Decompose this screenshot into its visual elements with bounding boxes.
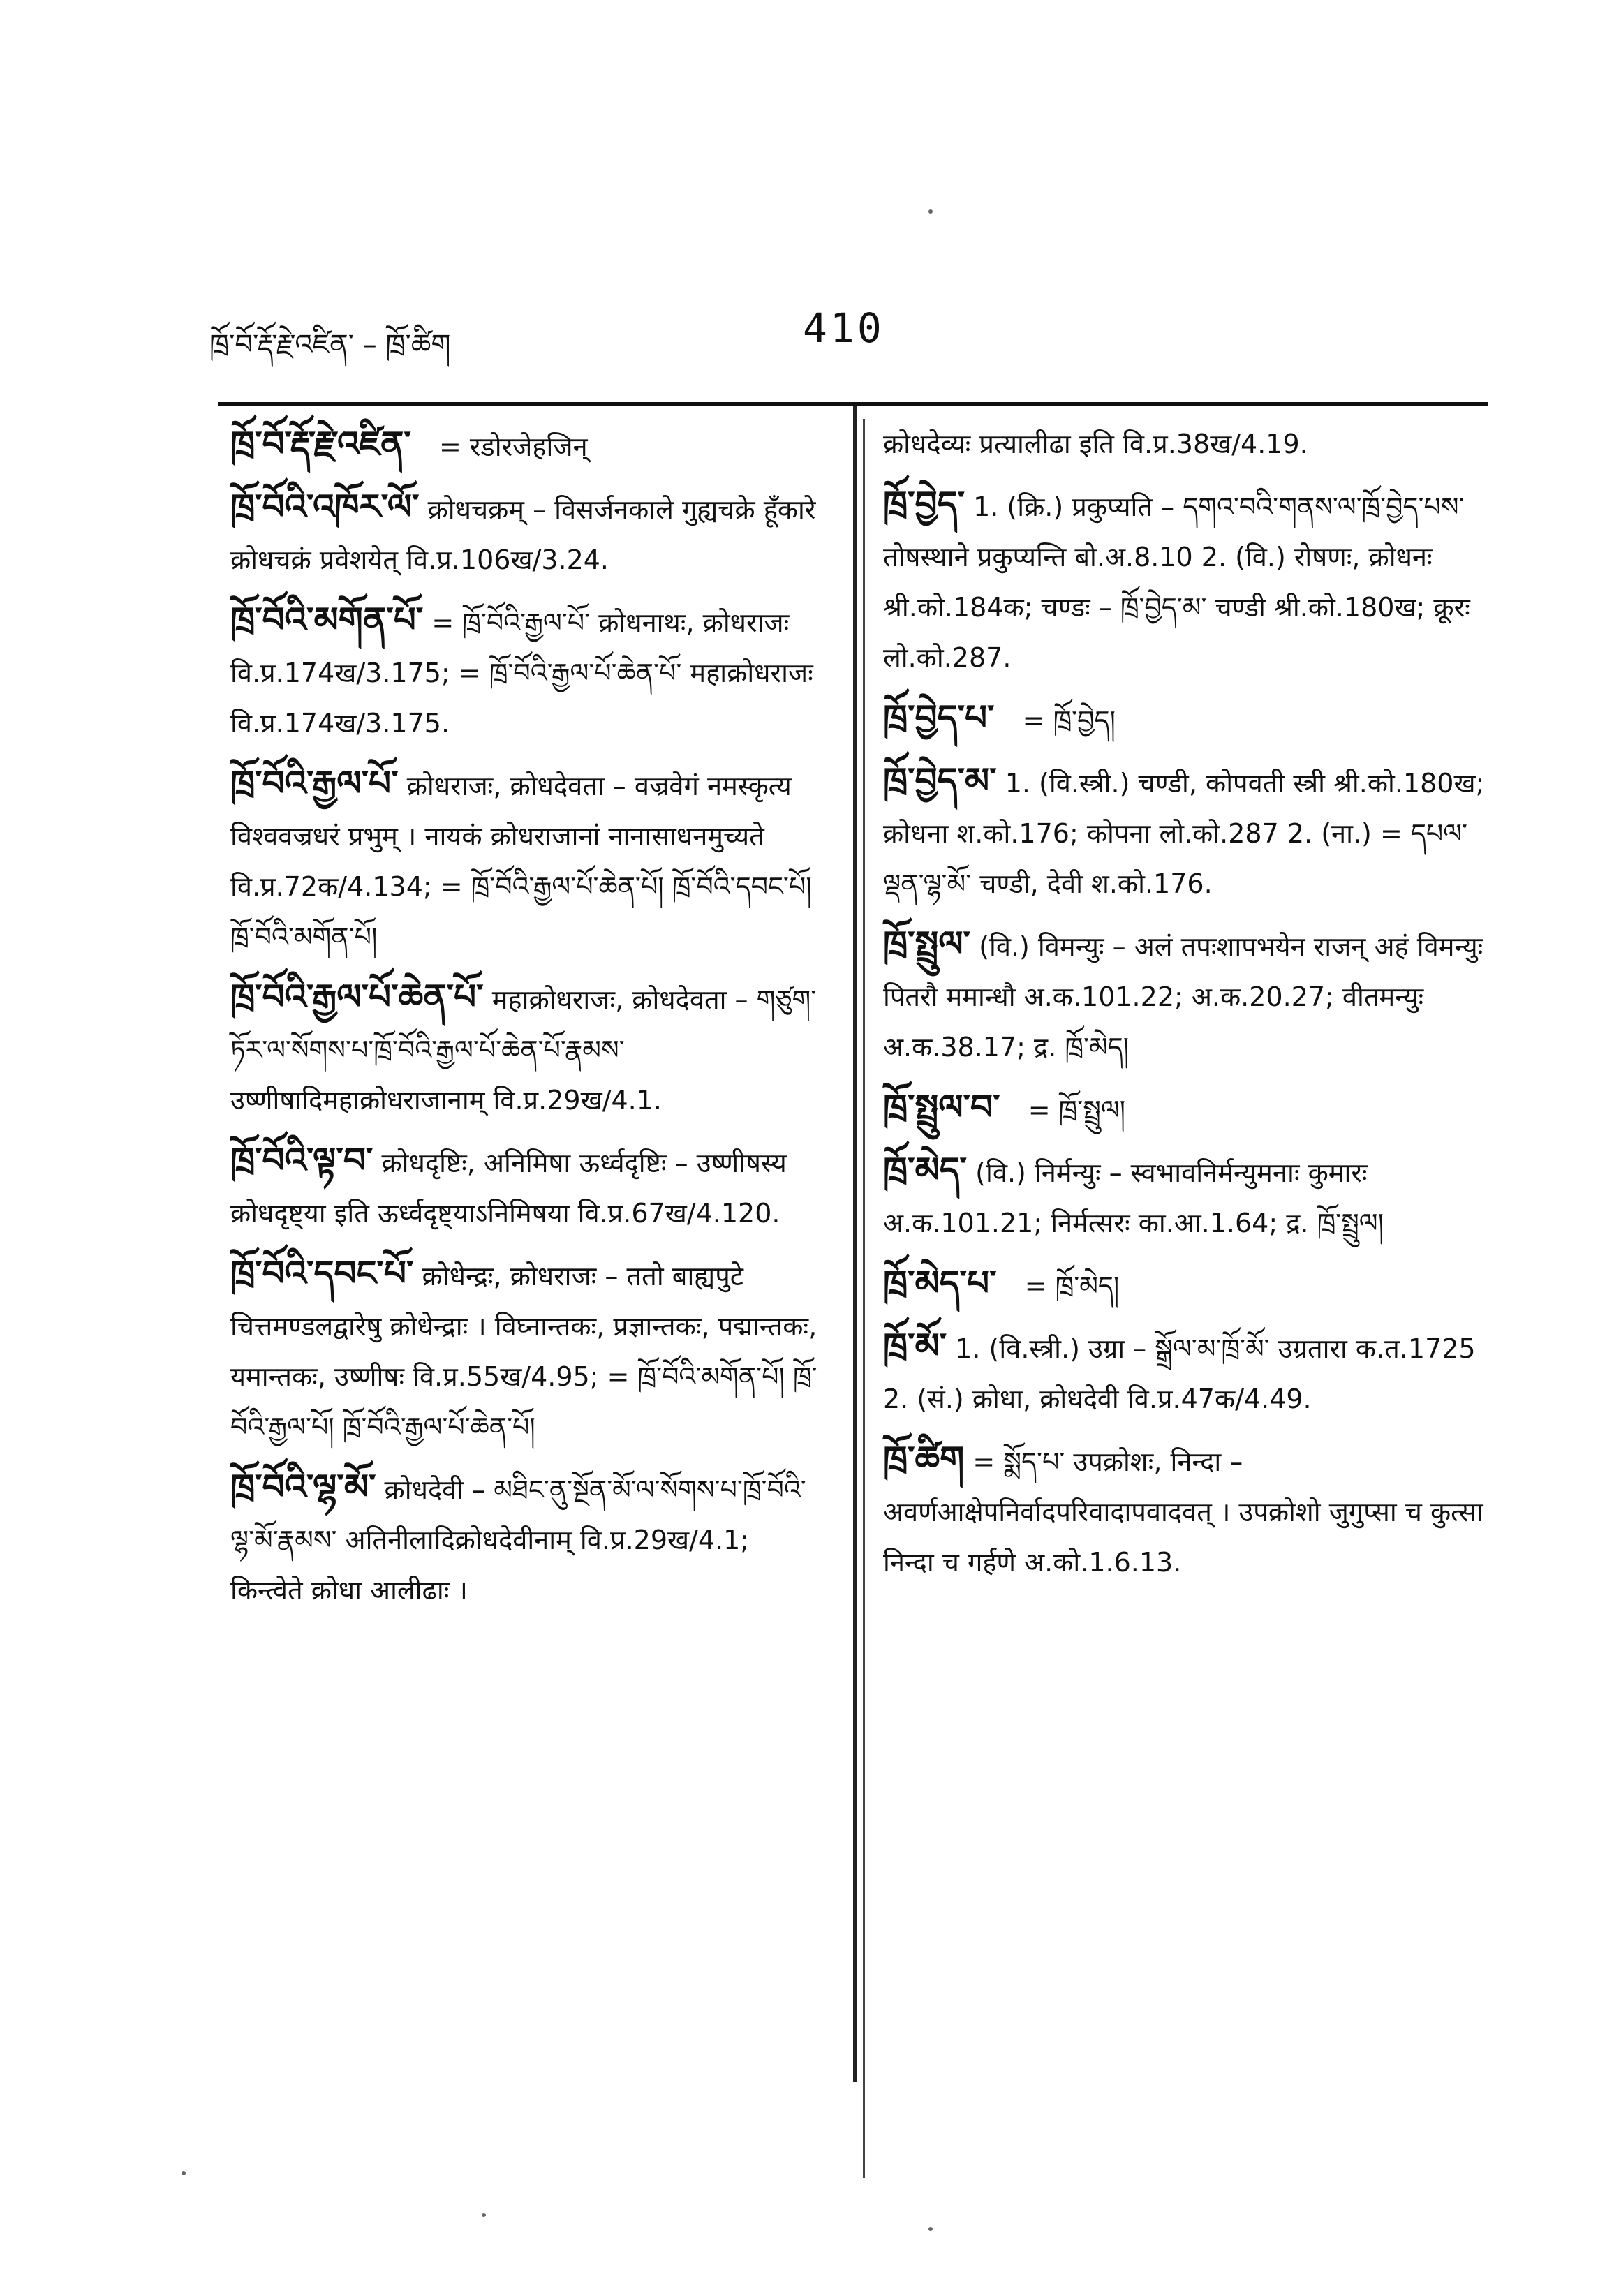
entry-headword: ཁྲོ་བྱེད་མ་ bbox=[883, 760, 997, 801]
entry-text: = སྨོད་པ་ उपक्रोशः, निन्दा – अवर्णआक्षेपनिर्वादपरिवादापवादवत् । उपक्रोशो जुगुप्सा च कुत्सा निन्दा च गर्हणे अ.को.1.6.13. bbox=[883, 1446, 1483, 1578]
entry-headword: ཁྲོ་བོ་རྡོ་རྗེ་འཛིན་ bbox=[230, 424, 411, 464]
entry-text: (वि.) निर्मन्युः – स्वभावनिर्मन्युमनाः कुमारः अ.क.101.21; निर्मत्सरः का.आ.1.64; द्र. ཁྲོ་སྤྲུལ། bbox=[883, 1157, 1384, 1238]
left-column bbox=[230, 419, 824, 1625]
entry-headword: ཁྲོ་མེད་ bbox=[883, 1150, 968, 1190]
entry-text: महाक्रोधराजः, क्रोधदेवता – གཙུག་ཏོར་ལ་སོགས་པ་ཁྲོ་བོའི་རྒྱལ་པོ་ཆེན་པོ་རྣམས་ उष्णीषादिमहाक्रोधराजानाम् वि.प्र.29ख/4.1. bbox=[230, 984, 817, 1116]
entry-headword: ཁྲོ་ཚིག bbox=[883, 1439, 965, 1479]
entry-headword: ཁྲོ་མོ་ bbox=[883, 1326, 947, 1366]
entry-text: 1. (वि.स्त्री.) चण्डी, कोपवती स्त्री श्री.को.180ख; क्रोधना श.को.176; कोपना लो.को.287 2. (ना.) = དཔལ་ལྡན་ལྷ་མོ་ चण्डी, देवी श.को.176. bbox=[883, 768, 1485, 899]
dictionary-entry-continuation bbox=[883, 419, 1490, 469]
running-header: ཁྲོ་བོ་རྡོ་རྗེ་འཛིན་ – ཁྲོ་ཚིག bbox=[209, 329, 451, 361]
entry-headword: ཁྲོ་བྱེད་པ་ bbox=[883, 697, 995, 738]
page-number: 410 bbox=[803, 304, 884, 352]
entry-headword: ཁྲོ་བྱེད་ bbox=[883, 484, 965, 524]
entry-text: 1. (क्रि.) प्रकुप्यति – དགའ་བའི་གནས་ལ་ཁྲོ་བྱེད་པས་ तोषस्थाने प्रकुप्यन्ति बो.अ.8.10 2. (वि.) रोषणः, क्रोधनः श्री.को.184क; चण्डः – ཁྲོ་བྱེད་མ་ चण्डी श्री.को.180ख; क्रूरः लो.को.287. bbox=[883, 491, 1470, 673]
column-divider-inner bbox=[863, 419, 865, 2178]
dictionary-entry bbox=[883, 1145, 1490, 1248]
dictionary-entry bbox=[883, 919, 1490, 1072]
dictionary-entry bbox=[883, 1434, 1490, 1587]
dictionary-entry bbox=[883, 1082, 1490, 1135]
dictionary-entry bbox=[230, 419, 824, 472]
entry-text: = ཁྲོ་སྤྲུལ། bbox=[1028, 1095, 1126, 1125]
right-column bbox=[883, 419, 1490, 1597]
entry-text: = रडोरजेहजिन् bbox=[438, 431, 588, 462]
dictionary-entry bbox=[230, 972, 824, 1125]
entry-text: = ཁྲོ་མེད། bbox=[1024, 1271, 1120, 1301]
dictionary-entry bbox=[230, 482, 824, 585]
dictionary-entry bbox=[230, 1462, 824, 1615]
column-divider bbox=[853, 406, 857, 2082]
entry-headword: ཁྲོ་བོའི་འཁོར་ལོ་ bbox=[230, 487, 420, 527]
entry-text: क्रोधराजः, क्रोधदेवता – वज्रवेगं नमस्कृत्य विश्ववज्रधरं प्रभुम् । नायकं क्रोधराजानां नानासाधनमुच्यते वि.प्र.72क/4.134; = ཁྲོ་བོའི་རྒྱལ་པོ་ཆེན་པོ། ཁྲོ་བོའི་དབང་པོ། ཁྲོ་བོའི་མགོན་པོ། bbox=[230, 771, 812, 952]
entry-text: = ཁྲོ་བྱེད། bbox=[1022, 705, 1116, 736]
dictionary-entry bbox=[230, 758, 824, 962]
dictionary-entry bbox=[883, 755, 1490, 909]
entry-text: क्रोधदेवी – མཐིང་ནུ་སྔོན་མོ་ལ་སོགས་པ་ཁྲོ་བོའི་ལྷ་མོ་རྣམས་ अतिनीलादिक्रोधदेवीनाम् वि.प्र.29ख/4.1; किन्त्वेते क्रोधा आलीढाः । bbox=[230, 1474, 806, 1606]
scan-speck bbox=[928, 2227, 933, 2231]
dictionary-entry bbox=[230, 1248, 824, 1452]
dictionary-entry bbox=[230, 1135, 824, 1238]
entry-headword: ཁྲོ་བོའི་རྒྱལ་པོ་ bbox=[230, 763, 399, 803]
dictionary-entry bbox=[883, 1321, 1490, 1424]
entry-text: 1. (वि.स्त्री.) उग्रा – སྒྲོལ་མ་ཁྲོ་མོ་ उग्रतारा क.त.1725 2. (सं.) क्रोधा, क्रोधदेवी वि.प्र.47क/4.49. bbox=[883, 1333, 1476, 1414]
entry-text: क्रोधदृष्टिः, अनिमिषा ऊर्ध्वदृष्टिः – उष्णीषस्य क्रोधदृष्ट्या इति ऊर्ध्वदृष्ट्याऽनिमिषया वि.प्र.67ख/4.120. bbox=[230, 1148, 787, 1229]
entry-headword: ཁྲོ་བོའི་མགོན་པོ་ bbox=[230, 600, 424, 640]
dictionary-entry bbox=[230, 595, 824, 748]
entry-headword: ཁྲོ་བོའི་ལྷ་མོ་ bbox=[230, 1467, 376, 1507]
scan-speck bbox=[182, 2171, 186, 2175]
scan-speck bbox=[928, 209, 933, 214]
entry-headword: ཁྲོ་སྤྲུལ་ bbox=[883, 924, 971, 964]
entry-text: क्रोधदेव्यः प्रत्यालीढा इति वि.प्र.38ख/4.19. bbox=[883, 429, 1308, 459]
entry-text: क्रोधेन्द्रः, क्रोधराजः – ततो बाह्यपुटे चित्तमण्डलद्वारेषु क्रोधेन्द्राः । विघ्नान्तकः, प्रज्ञान्तकः, पद्मान्तकः, यमान्तकः, उष्णीषः वि.प्र.55ख/4.95; = ཁྲོ་བོའི་མགོན་པོ། ཁྲོ་བོའི་རྒྱལ་པོ། ཁྲོ་བོའི་རྒྱལ་པོ་ཆེན་པོ། bbox=[230, 1261, 817, 1442]
entry-text: (वि.) विमन्युः – अलं तपःशापभयेन राजन् अहं विमन्युः पितरौ ममान्धौ अ.क.101.22; अ.क.20.27; वीतमन्युः अ.क.38.17; द्र. ཁྲོ་མེད། bbox=[883, 931, 1483, 1062]
entry-headword: ཁྲོ་མེད་པ་ bbox=[883, 1263, 997, 1303]
entry-headword: ཁྲོ་སྤྲུལ་བ་ bbox=[883, 1087, 1000, 1127]
dictionary-entry bbox=[883, 1258, 1490, 1311]
entry-headword: ཁྲོ་བོའི་ལྟ་བ་ bbox=[230, 1140, 373, 1180]
dictionary-entry bbox=[883, 479, 1490, 683]
entry-text: क्रोधचक्रम् – विसर्जनकाले गुह्यचक्रे हूँकारे क्रोधचक्रं प्रवेशयेत् वि.प्र.106ख/3.24. bbox=[230, 494, 816, 575]
scan-speck bbox=[482, 2213, 486, 2217]
entry-text: = ཁྲོ་བོའི་རྒྱལ་པོ་ क्रोधनाथः, क्रोधराजः वि.प्र.174ख/3.175; = ཁྲོ་བོའི་རྒྱལ་པོ་ཆེན་པོ་ महाक्रोधराजः वि.प्र.174ख/3.175. bbox=[230, 607, 813, 739]
entry-headword: ཁྲོ་བོའི་རྒྱལ་པོ་ཆེན་པོ་ bbox=[230, 977, 484, 1017]
dictionary-entry bbox=[883, 692, 1490, 746]
entry-headword: ཁྲོ་བོའི་དབང་པོ་ bbox=[230, 1253, 414, 1294]
